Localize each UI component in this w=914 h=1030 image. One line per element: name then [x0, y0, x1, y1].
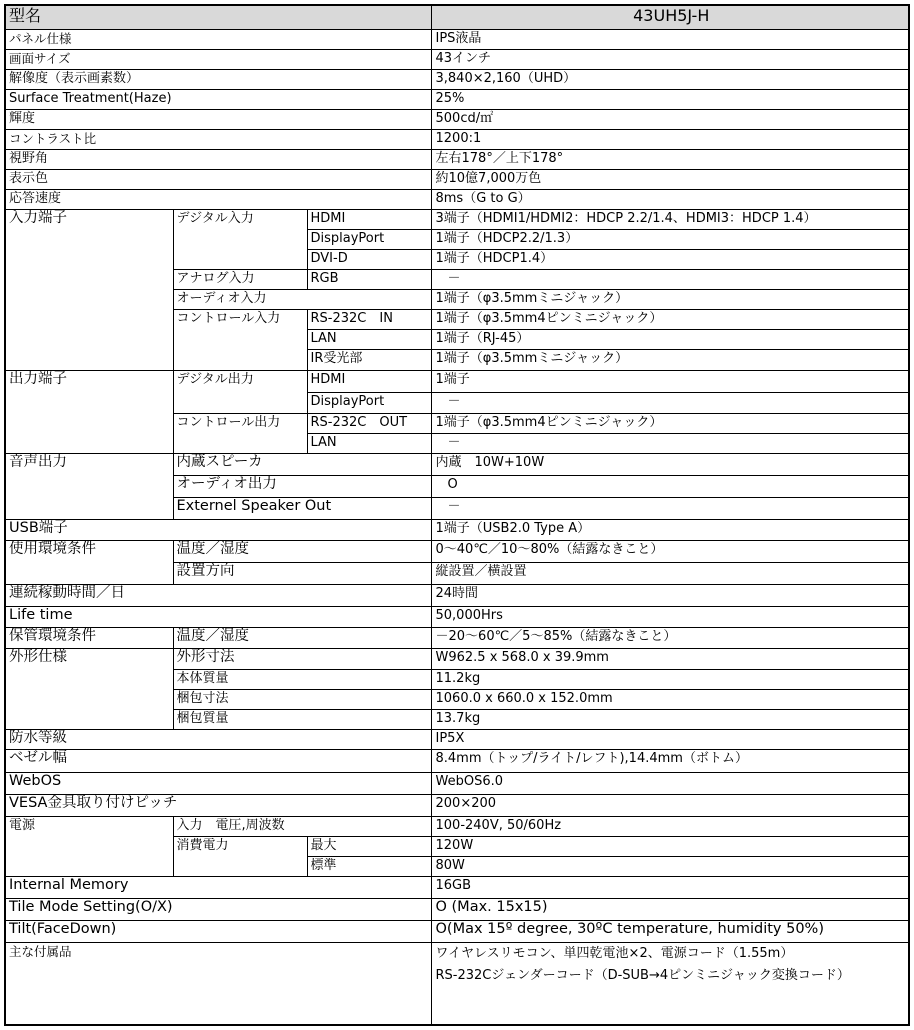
row-value: 1端子（φ3.5mm4ピンミニジャック）: [431, 413, 909, 433]
row-value: －: [431, 392, 909, 413]
row-value: 1端子（φ3.5mm4ピンミニジャック）: [431, 309, 909, 329]
port-label: 標準: [307, 856, 431, 876]
port-label: HDMI: [307, 209, 431, 229]
row-value: O: [431, 475, 909, 497]
row-value: 500cd/㎡: [431, 109, 909, 129]
sub-label-speaker: 内蔵スピーカ: [173, 453, 431, 475]
row-value: －20～60℃／5～85%（結露なきこと）: [431, 627, 909, 648]
header-label: 型名: [5, 5, 431, 29]
row-power-input: [5, 816, 909, 836]
row-ext-dims: [5, 648, 909, 669]
row-value: 1端子（HDCP1.4）: [431, 249, 909, 269]
row-label: WebOS: [5, 772, 431, 794]
row-label: USB端子: [5, 519, 431, 540]
row-value: 1端子（USB2.0 Type A）: [431, 519, 909, 540]
model-name: 43UH5J-H: [431, 5, 909, 29]
row-value: 内蔵 10W+10W: [431, 453, 909, 475]
row-label: 表示色: [5, 169, 431, 189]
accessory-line: RS-232Cジェンダーコード（D-SUB→4ピンミニジャック変換コード）: [435, 967, 850, 983]
row-value: 25%: [431, 89, 909, 109]
row-webos: [5, 772, 909, 794]
row-value: 50,000Hrs: [431, 606, 909, 627]
row-vesa: [5, 794, 909, 816]
row-value: 1端子: [431, 370, 909, 392]
row-contrast: [5, 129, 909, 149]
row-value: －: [431, 497, 909, 519]
sub-label-external-speaker: Externel Speaker Out: [173, 497, 431, 519]
row-value: 0～40℃／10～80%（結露なきこと）: [431, 540, 909, 562]
row-value: 80W: [431, 856, 909, 876]
sub-label-pack-dims: 梱包寸法: [173, 689, 431, 709]
row-label: 応答速度: [5, 189, 431, 209]
row-value: 縦設置／横設置: [431, 562, 909, 584]
group-label-output: 出力端子: [5, 370, 173, 453]
row-panel: [5, 29, 909, 49]
row-usb: [5, 519, 909, 540]
row-bezel: [5, 749, 909, 772]
row-label: 保管環境条件: [5, 627, 173, 648]
row-value: WebOS6.0: [431, 772, 909, 794]
sub-label-control-output: コントロール出力: [173, 413, 307, 453]
row-value: 左右178°／上下178°: [431, 149, 909, 169]
group-label-exterior: 外形仕様: [5, 648, 173, 729]
group-label-input: 入力端子: [5, 209, 173, 370]
row-label: 画面サイズ: [5, 49, 431, 69]
row-label: ベゼル幅: [5, 749, 431, 772]
port-label: LAN: [307, 329, 431, 349]
row-value: 200×200: [431, 794, 909, 816]
sub-label-audio-input: オーディオ入力: [173, 289, 431, 309]
row-value: 11.2kg: [431, 669, 909, 689]
port-label: DVI-D: [307, 249, 431, 269]
port-label: RS-232C OUT: [307, 413, 431, 433]
sub-label-analog-input: アナログ入力: [173, 269, 307, 289]
row-response: [5, 189, 909, 209]
row-label: Surface Treatment(Haze): [5, 89, 431, 109]
row-value: O(Max 15º degree, 30ºC temperature, humidity 50%): [431, 920, 909, 942]
row-resolution: [5, 69, 909, 89]
row-value: 100-240V, 50/60Hz: [431, 816, 909, 836]
port-label: RS-232C IN: [307, 309, 431, 329]
port-label: LAN: [307, 433, 431, 453]
row-value: 13.7kg: [431, 709, 909, 729]
group-label-audio-out: 音声出力: [5, 453, 173, 519]
row-value: 24時間: [431, 584, 909, 606]
sub-label-storage-temp: 温度／湿度: [173, 627, 431, 648]
row-value: W962.5 x 568.0 x 39.9mm: [431, 648, 909, 669]
sub-label-control-input: コントロール入力: [173, 309, 307, 370]
row-value: 1端子（HDCP2.2/1.3）: [431, 229, 909, 249]
row-input-hdmi: [5, 209, 909, 229]
group-label-environment: 使用環境条件: [5, 540, 173, 584]
row-label: 輝度: [5, 109, 431, 129]
row-label: Life time: [5, 606, 431, 627]
row-value: O (Max. 15x15): [431, 898, 909, 920]
row-continuous: [5, 584, 909, 606]
sub-label-digital-input: デジタル入力: [173, 209, 307, 269]
row-screen-size: [5, 49, 909, 69]
row-value: 8.4mm（トップ/ライト/レフト),14.4mm（ボトム）: [431, 749, 909, 772]
row-label: VESA金具取り付けピッチ: [5, 794, 431, 816]
row-value: 43インチ: [431, 49, 909, 69]
row-viewing-angle: [5, 149, 909, 169]
port-label: IR受光部: [307, 349, 431, 370]
sub-label-orientation: 設置方向: [173, 562, 431, 584]
sub-label-consumption: 消費電力: [173, 836, 307, 876]
row-value: 3,840×2,160（UHD）: [431, 69, 909, 89]
row-storage: [5, 627, 909, 648]
row-value: IP5X: [431, 729, 909, 749]
row-memory: [5, 876, 909, 898]
row-label: Internal Memory: [5, 876, 431, 898]
row-value: [431, 942, 909, 1025]
row-label: 解像度（表示画素数）: [5, 69, 431, 89]
port-label: 最大: [307, 836, 431, 856]
sub-label-audio-output: オーディオ出力: [173, 475, 431, 497]
row-value: －: [431, 433, 909, 453]
row-label: コントラスト比: [5, 129, 431, 149]
sub-label-weight: 本体質量: [173, 669, 431, 689]
row-value: 1端子（φ3.5mmミニジャック）: [431, 289, 909, 309]
row-value: 1200:1: [431, 129, 909, 149]
row-value: －: [431, 269, 909, 289]
row-value: 約10億7,000万色: [431, 169, 909, 189]
sub-label-temp: 温度／湿度: [173, 540, 431, 562]
port-label: DisplayPort: [307, 229, 431, 249]
port-label: RGB: [307, 269, 431, 289]
row-brightness: [5, 109, 909, 129]
row-value: 3端子（HDMI1/HDMI2：HDCP 2.2/1.4、HDMI3：HDCP 1.4）: [431, 209, 909, 229]
row-label: 防水等級: [5, 729, 431, 749]
row-value: 120W: [431, 836, 909, 856]
row-audio-speaker: [5, 453, 909, 475]
row-label: Tilt(FaceDown): [5, 920, 431, 942]
port-label: HDMI: [307, 370, 431, 392]
row-env-temp: [5, 540, 909, 562]
row-value: 16GB: [431, 876, 909, 898]
header-row: [5, 5, 909, 29]
row-label: パネル仕様: [5, 29, 431, 49]
sub-label-digital-output: デジタル出力: [173, 370, 307, 413]
row-output-hdmi: [5, 370, 909, 392]
sub-label-power-input: 入力 電圧,周波数: [173, 816, 431, 836]
row-value: IPS液晶: [431, 29, 909, 49]
row-accessories: [5, 942, 909, 1025]
row-value: 1端子（φ3.5mmミニジャック）: [431, 349, 909, 370]
row-label: 視野角: [5, 149, 431, 169]
sub-label-dims: 外形寸法: [173, 648, 431, 669]
row-tile: [5, 898, 909, 920]
accessory-line: ワイヤレスリモコン、単四乾電池×2、電源コード（1.55m）: [435, 945, 794, 961]
group-label-power: 電源: [5, 816, 173, 876]
row-colors: [5, 169, 909, 189]
row-label: 主な付属品: [5, 942, 431, 1025]
row-label: 連続稼動時間／日: [5, 584, 431, 606]
row-tilt: [5, 920, 909, 942]
row-waterproof: [5, 729, 909, 749]
row-label: Tile Mode Setting(O/X): [5, 898, 431, 920]
row-value: 8ms（G to G）: [431, 189, 909, 209]
row-life: [5, 606, 909, 627]
spec-table: [4, 4, 910, 1026]
row-value: 1端子（RJ-45）: [431, 329, 909, 349]
port-label: DisplayPort: [307, 392, 431, 413]
sub-label-pack-weight: 梱包質量: [173, 709, 431, 729]
row-surface: [5, 89, 909, 109]
row-value: 1060.0 x 660.0 x 152.0mm: [431, 689, 909, 709]
